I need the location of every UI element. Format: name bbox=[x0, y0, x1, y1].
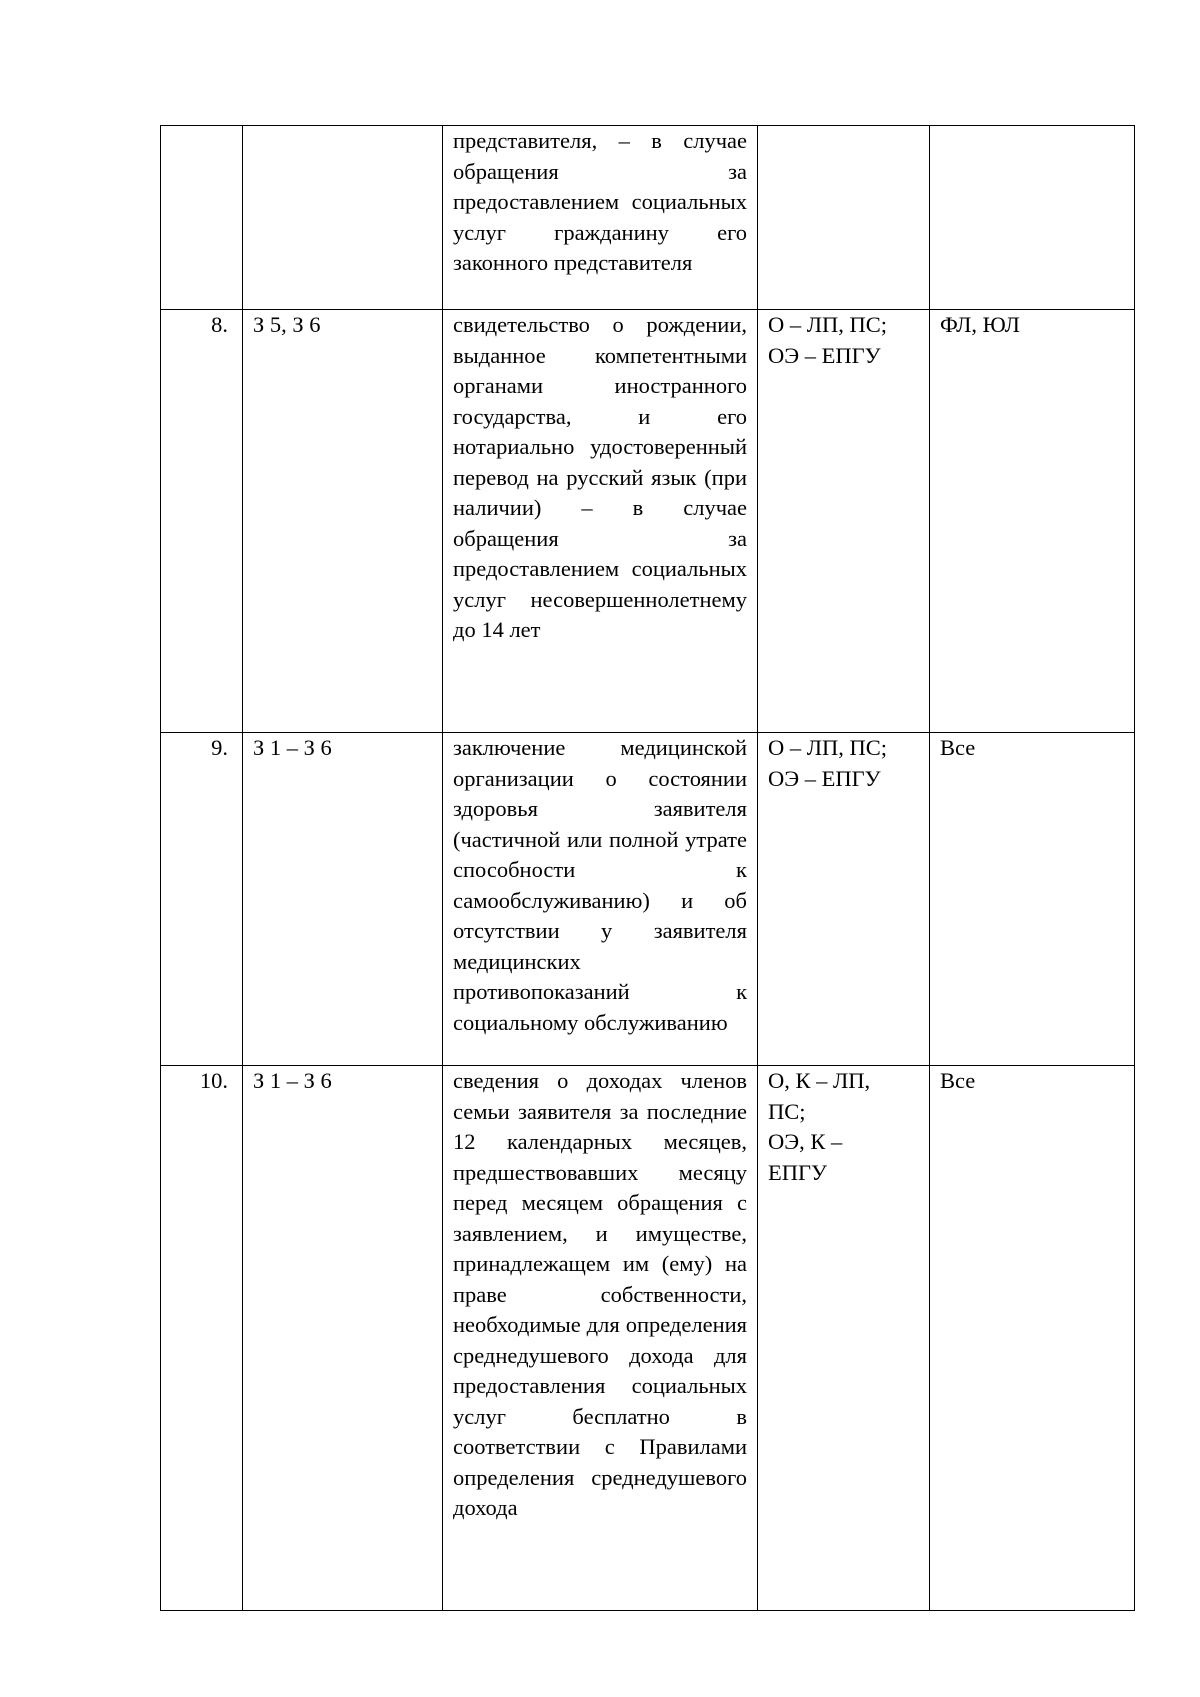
submission-form-line: ОЭ – ЕПГУ bbox=[768, 765, 881, 791]
row-description: свидетельство о рождении, выданное компетентными органами иностранного государства, и его нотариально удостоверенный перевод на русский язык (при наличии) – в случае обращения за предоставлением социальных услуг несовершеннолетнему до 14 лет bbox=[443, 310, 758, 733]
submission-form-line: ЕПГУ bbox=[768, 1159, 827, 1185]
submission-form-line: ОЭ, К – bbox=[768, 1129, 843, 1154]
submission-form-line: О – ЛП, ПС; bbox=[768, 735, 888, 760]
row-submission-form bbox=[758, 1066, 930, 1611]
row-number bbox=[161, 126, 243, 310]
documents-table bbox=[160, 125, 1135, 1611]
row-description: заключение медицинской организации о состоянии здоровья заявителя (частичной или полной утрате способности к самообслуживанию) и об отсутствии у заявителя медицинских противопоказаний к социальному обслуживанию bbox=[443, 733, 758, 1066]
row-applicants: Все bbox=[930, 1066, 1135, 1611]
row-description: представителя, – в случае обращения за предоставлением социальных услуг гражданину его законного представителя bbox=[443, 126, 758, 310]
row-reference: З 1 – З 6 bbox=[243, 733, 443, 1066]
row-applicants: ФЛ, ЮЛ bbox=[930, 310, 1135, 733]
row-number: 9. bbox=[161, 733, 243, 1066]
row-submission-form bbox=[758, 733, 930, 1066]
row-reference bbox=[243, 126, 443, 310]
row-description: сведения о доходах членов семьи заявителя за последние 12 календарных месяцев, предшествовавших месяцу перед месяцем обращения с заявлением, и имуществе, принадлежащем им (ему) на праве собственности, необходимые для определения среднедушевого дохода для предоставления социальных услуг бесплатно в соответствии с Правилами определения среднедушевого дохода bbox=[443, 1066, 758, 1611]
row-applicants bbox=[930, 126, 1135, 310]
table-row bbox=[161, 126, 1135, 310]
row-reference: З 5, З 6 bbox=[243, 310, 443, 733]
table-row bbox=[161, 733, 1135, 1066]
row-reference: З 1 – З 6 bbox=[243, 1066, 443, 1611]
row-number: 10. bbox=[161, 1066, 243, 1611]
row-applicants: Все bbox=[930, 733, 1135, 1066]
row-submission-form bbox=[758, 126, 930, 310]
submission-form-line: ОЭ – ЕПГУ bbox=[768, 342, 881, 368]
submission-form-line: ПС; bbox=[768, 1098, 806, 1124]
table-row bbox=[161, 1066, 1135, 1611]
submission-form-line: О – ЛП, ПС; bbox=[768, 312, 888, 337]
table-row bbox=[161, 310, 1135, 733]
submission-form-line: О, К – ЛП, bbox=[768, 1068, 871, 1093]
row-number: 8. bbox=[161, 310, 243, 733]
row-submission-form bbox=[758, 310, 930, 733]
